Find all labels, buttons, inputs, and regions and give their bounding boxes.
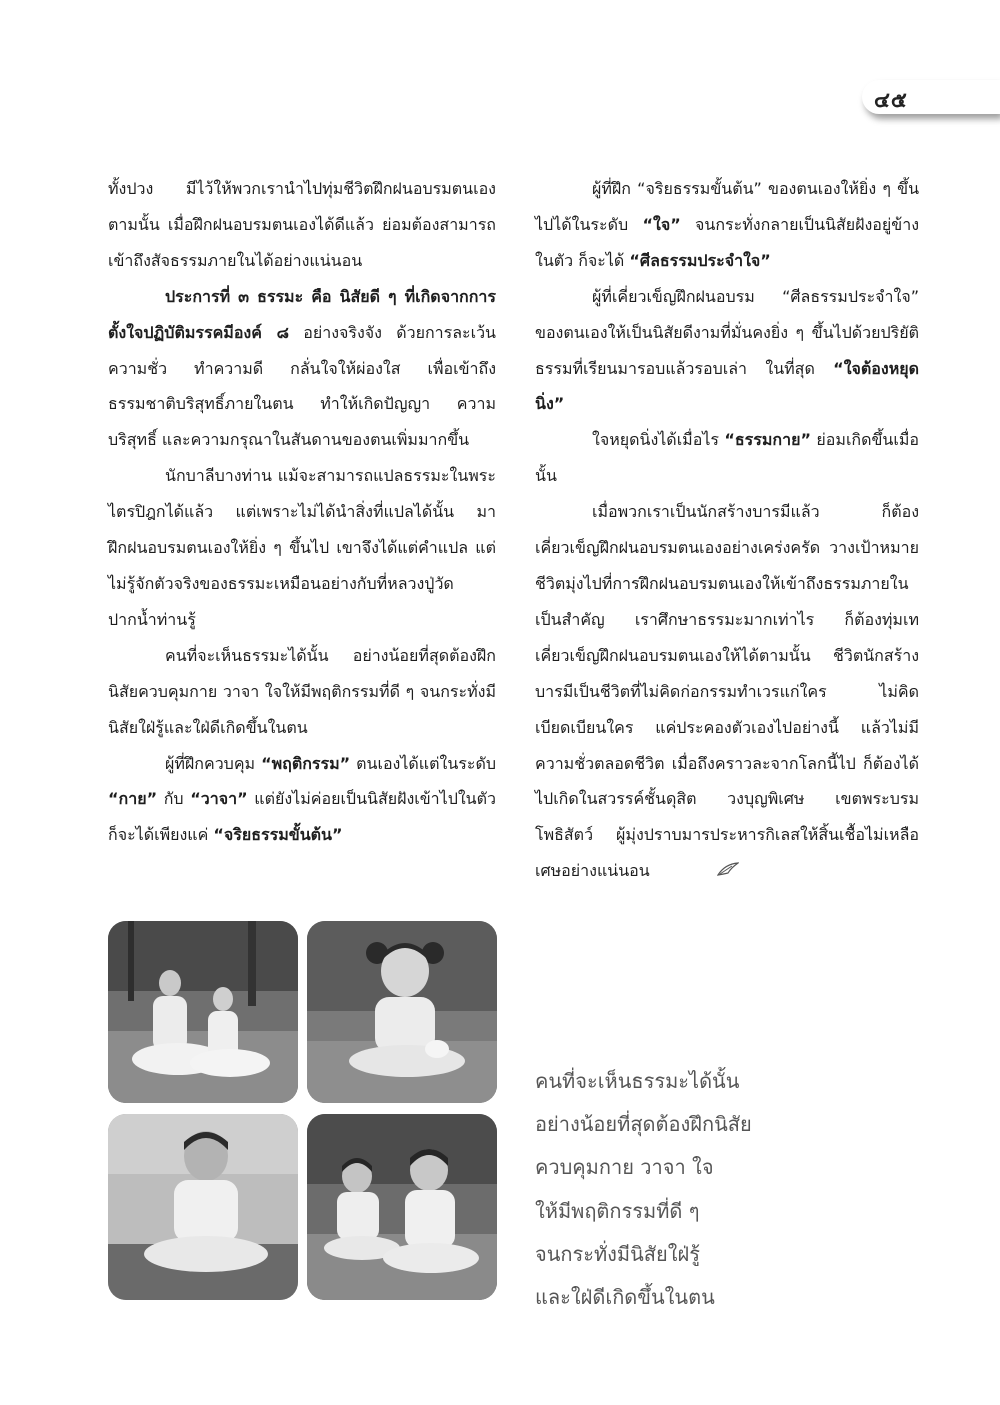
paragraph	[108, 171, 496, 279]
quote-line: ควบคุมกาย วาจา ใจ	[535, 1155, 714, 1180]
text-run: จนกระทั่งกลายเป็นนิสัยฝังอยู่ข้างในตัว ก็จะได้	[535, 214, 919, 270]
paragraph	[535, 279, 919, 423]
text-run: ผู้ที่เคี่ยวเข็ญฝึกฝนอบรม “ศีลธรรมประจำใจ” ของตนเองให้เป็นนิสัยดีงามที่มั่นคงยิ่ง ๆ ขึ้นไปด้วยปริยัติธรรมที่เรียนมารอบแล้วรอบเล่า ในที่สุด	[535, 286, 919, 378]
paragraph	[535, 422, 919, 494]
quote-line: อย่างน้อยที่สุดต้องฝึกนิสัย	[535, 1112, 752, 1137]
quote-line: และใฝ่ดีเกิดขึ้นในตน	[535, 1285, 715, 1310]
bold-text-run: “ธรรมกาย”	[724, 430, 811, 450]
text-run: นักบาลีบางท่าน แม้จะสามารถแปลธรรมะในพระไตรปิฎกได้แล้ว แต่เพราะไม่ได้นำสิ่งที่แปลได้นั้น มาฝึกฝนอบรมตนเองให้ยิ่ง ๆ ขึ้นไป เขาจึงได้แต่คำแปล แต่ไม่รู้จักตัวจริงของธรรมะเหมือนอย่างกับที่หลวงปู่วัดปากน้ำท่านรู้	[108, 466, 496, 629]
text-run: ผู้ที่ฝึกควบคุม	[165, 753, 262, 773]
text-run: ใจหยุดนิ่งได้เมื่อไร	[592, 430, 725, 450]
paragraph	[108, 638, 496, 746]
text-run: ตนเองได้แต่ในระดับ	[350, 753, 496, 773]
page-number: ๔๕	[874, 88, 908, 112]
bold-text-run: “กาย”	[108, 789, 158, 809]
bold-text-run: “ใจต้องหยุดนิ่ง”	[535, 358, 919, 414]
bold-text-run: “พฤติกรรม”	[261, 753, 351, 773]
paragraph	[108, 746, 496, 854]
left-text-column	[108, 171, 496, 853]
text-run: ทั้งปวง มีไว้ให้พวกเรานำไปทุ่มชีวิตฝึกฝนอบรมตนเองตามนั้น เมื่อฝึกฝนอบรมตนเองได้ดีแล้ว ย่อมต้องสามารถเข้าถึงสัจธรรมภายในได้อย่างแน่นอน	[108, 179, 496, 270]
text-run: ผู้ที่ฝึก “จริยธรรมขั้นต้น” ของตนเองให้ยิ่ง ๆ ขึ้นไปได้ในระดับ	[535, 179, 919, 234]
photo-women-meditating	[108, 921, 298, 1103]
bold-text-run: “ใจ”	[642, 214, 681, 234]
feather-icon	[660, 853, 739, 889]
paragraph	[108, 458, 496, 638]
paragraph	[108, 279, 496, 459]
quote-line: จนกระทั่งมีนิสัยใฝ่รู้	[535, 1241, 700, 1266]
text-run: เมื่อพวกเราเป็นนักสร้างบารมีแล้ว ก็ต้องเคี่ยวเข็ญฝึกฝนอบรมตนเองอย่างเคร่งครัด วางเป้าหมายชีวิตมุ่งไปที่การฝึกฝนอบรมตนเองให้เข้าถึงธรรมภายในเป็นสำคัญ เราศึกษาธรรมะมากเท่าไร ก็ต้องทุ่มเทเคี่ยวเข็ญฝึกฝนอบรมตนเองให้ได้ตามนั้น ชีวิตนักสร้างบารมีเป็นชีวิตที่ไม่คิดก่อกรรมทำเวรแก่ใคร ไม่คิดเบียดเบียนใคร แค่ประคองตัวเองไปอย่างนี้ แล้วไม่มีความชั่วตลอดชีวิต เมื่อถึงคราวละจากโลกนี้ไป ก็ต้องได้ไปเกิดในสวรรค์ชั้นดุสิต วงบุญพิเศษ เขตพระบรมโพธิสัตว์ ผู้มุ่งปราบมารประหารกิเลสให้สิ้นเชื้อไม่เหลือเศษอย่างแน่นอน	[535, 502, 919, 881]
bold-text-run: “วาจา”	[190, 789, 248, 809]
photo-boy-meditating	[108, 1114, 298, 1300]
paragraph	[535, 494, 919, 889]
quote-line: คนที่จะเห็นธรรมะได้นั้น	[535, 1069, 740, 1093]
pull-quote	[535, 1060, 915, 1319]
bold-text-run: “จริยธรรมขั้นต้น”	[213, 825, 343, 845]
bold-text-run: ประการที่ ๓ ธรรมะ คือ นิสัยดี ๆ ที่เกิดจากการตั้งใจปฏิบัติมรรคมีองค์ ๘	[108, 286, 496, 342]
text-run: กับ	[157, 789, 191, 809]
paragraph	[535, 171, 919, 279]
right-text-column	[535, 171, 919, 889]
text-run: ย่อมเกิดขึ้นเมื่อนั้น	[535, 430, 919, 486]
quote-line: ให้มีพฤติกรรมที่ดี ๆ	[535, 1198, 700, 1223]
photo-girl-meditating	[307, 921, 497, 1103]
bold-text-run: “ศีลธรรมประจำใจ”	[629, 250, 771, 270]
photo-two-boys-meditating	[307, 1114, 497, 1300]
text-run: แต่ยังไม่ค่อยเป็นนิสัยฝังเข้าไปในตัว ก็จะได้เพียงแค่	[108, 789, 496, 845]
text-run: คนที่จะเห็นธรรมะได้นั้น อย่างน้อยที่สุดต้องฝึกนิสัยควบคุมกาย วาจา ใจให้มีพฤติกรรมที่ดี ๆ จนกระทั่งมีนิสัยใฝ่รู้และใฝ่ดีเกิดขึ้นในตน	[108, 645, 496, 737]
text-run: อย่างจริงจัง ด้วยการละเว้นความชั่ว ทำความดี กลั่นใจให้ผ่องใส เพื่อเข้าถึงธรรมชาติบริสุทธิ์ภายในตน ทำให้เกิดปัญญา ความบริสุทธิ์ และความกรุณาในสันดานของตนเพิ่มมากขึ้น	[108, 322, 496, 450]
